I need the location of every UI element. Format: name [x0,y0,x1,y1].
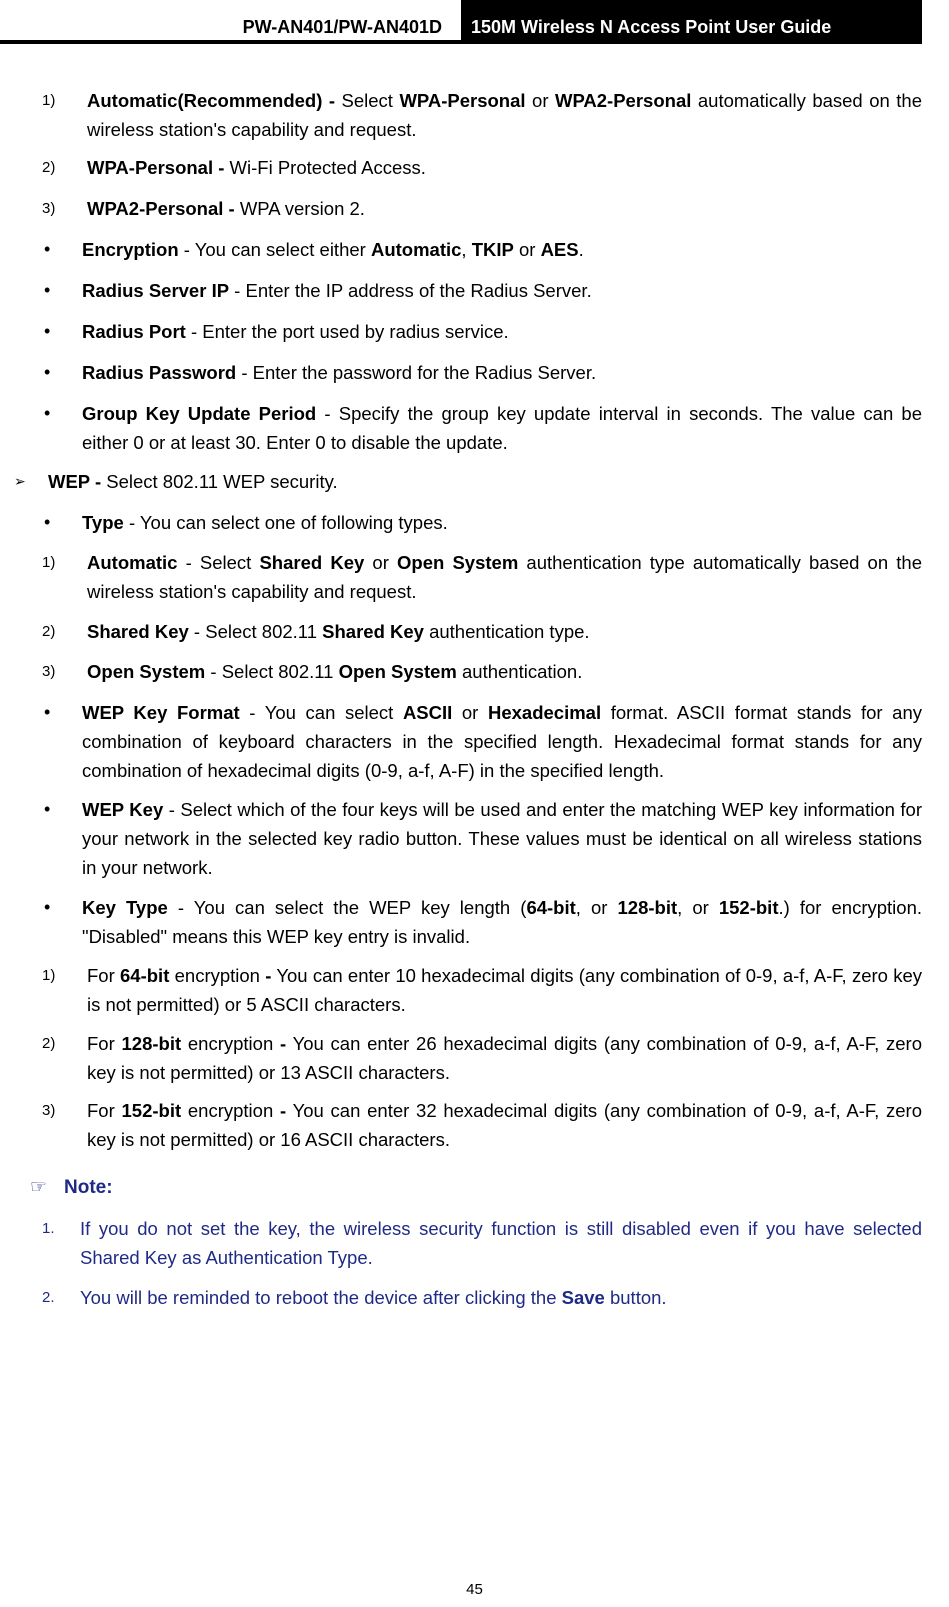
bullet-icon: • [44,702,51,722]
text-run: . [578,239,584,260]
bold-term: TKIP [471,239,514,260]
bold-term: Hexadecimal [487,702,602,723]
bold-term: WPA-Personal [399,90,526,111]
bullet-icon: • [44,799,51,819]
note-heading [30,1173,113,1202]
text-run: .) for encryption. "Disabled" means this WEP key entry is invalid. [82,897,923,947]
list-item [82,358,922,387]
text-run: , [461,239,472,260]
text-run: For [87,1033,122,1054]
bold-term: Open System [397,552,519,573]
list-item [87,1029,922,1087]
text-run: You can enter 26 hexadecimal digits (any combination of 0-9, a-f, A-F, zero key is not permitted) or 13 ASCII characters. [87,1033,923,1083]
text-run: encryption [181,1033,280,1054]
list-item [82,698,922,785]
text-run: format. ASCII format stands for any combination of keyboard characters in the specified length. Hexadecimal format stands for any combination of hexadecimal digits (0-9, a-f, A-F) in the specified length. [82,702,922,781]
bold-term: 64-bit [526,897,576,918]
text-run: You can enter 10 hexadecimal digits (any combination of 0-9, a-f, A-F, zero key is not permitted) or 5 ASCII characters. [87,965,922,1015]
arrow-bullet-icon: ➢ [14,473,26,489]
bold-term: 152-bit [718,897,779,918]
text-run: If you do not set the key, the wireless security function is still disabled even if you have selected Shared Key as Authentication Type. [80,1218,922,1268]
list-number: 2. [42,1289,55,1306]
list-item [87,194,922,223]
list-item [82,399,922,457]
bold-term: AES [540,239,579,260]
page-number: 45 [466,1581,483,1598]
list-item [80,1214,922,1272]
bold-term: Radius Password [82,362,237,383]
bullet-icon: • [44,512,51,532]
text-run: Wi-Fi Protected Access. [229,157,426,178]
list-number: 1) [42,554,56,571]
text-run: , or [575,897,618,918]
bold-term: WEP Key [82,799,164,820]
text-run: - You can select the WEP key length ( [167,897,527,918]
page-header [0,0,922,44]
bullet-icon: • [44,403,51,423]
text-run: WPA version 2. [239,198,365,219]
list-item [87,548,922,606]
list-number: 1) [42,967,56,984]
text-run: encryption [181,1100,280,1121]
bold-term: 152-bit [121,1100,182,1121]
list-item [87,617,922,646]
text-run: - Enter the password for the Radius Server. [236,362,597,383]
bold-term: Type [82,512,124,533]
bold-term: Shared Key [87,621,189,642]
bold-term: Automatic [87,552,178,573]
bold-term: Automatic [370,239,462,260]
list-number: 2) [42,159,56,176]
text-run: Select [341,90,400,111]
bold-term: - [280,1033,287,1054]
text-run: authentication. [456,661,583,682]
list-item [82,795,922,882]
bold-term: Open System [338,661,457,682]
bold-term: 128-bit [617,897,678,918]
bullet-icon: • [44,897,51,917]
bullet-icon: • [44,362,51,382]
bold-term: Radius Server IP [82,280,230,301]
bold-term: Key Type [82,897,168,918]
note-title: Note: [64,1177,113,1198]
text-run: - Select 802.11 [205,661,339,682]
list-number: 3) [42,1102,56,1119]
list-number: 1. [42,1220,55,1237]
text-run: - You can select either [178,239,371,260]
bold-term: ASCII [402,702,453,723]
bold-term: Shared Key [322,621,424,642]
list-item [87,153,922,182]
header-guide-title: 150M Wireless N Access Point User Guide [461,0,922,44]
text-run: automatically based on the wireless station's capability and request. [87,90,922,140]
text-run: - Specify the group key update interval in seconds. The value can be either 0 or at least 30. Enter 0 to disable the update. [82,403,923,453]
list-item [87,657,922,686]
text-run: or [525,90,555,111]
bold-term: Automatic(Recommended) - [87,90,342,111]
bold-term: - [280,1100,287,1121]
text-run: - Select 802.11 [188,621,323,642]
list-number: 1) [42,92,56,109]
text-run: or [452,702,488,723]
text-run: button. [604,1287,667,1308]
list-item [87,961,922,1019]
text-run: or [513,239,541,260]
list-number: 3) [42,663,56,680]
text-run: encryption [169,965,266,986]
bold-term: Shared Key [259,552,365,573]
text-run: , or [677,897,719,918]
bold-term: WEP - [48,471,107,492]
bold-term: Encryption [82,239,179,260]
text-run: or [364,552,398,573]
bold-term: WPA2-Personal - [87,198,240,219]
bold-term: Open System [87,661,206,682]
text-run: For [87,1100,122,1121]
list-item [87,1096,922,1154]
bold-term: Save [561,1287,605,1308]
bullet-icon: • [44,239,51,259]
text-run: You will be reminded to reboot the device after clicking the [80,1287,562,1308]
bold-term: 128-bit [121,1033,182,1054]
bold-term: - [265,965,272,986]
bullet-icon: • [44,321,51,341]
text-run: - Select [177,552,260,573]
bullet-icon: • [44,280,51,300]
list-item [87,86,922,144]
bold-term: Group Key Update Period [82,403,317,424]
list-item [82,893,922,951]
bold-term: 64-bit [120,965,170,986]
bold-term: Radius Port [82,321,186,342]
text-run: You can enter 32 hexadecimal digits (any combination of 0-9, a-f, A-F, zero key is not permitted) or 16 ASCII characters. [87,1100,923,1150]
text-run: - Enter the port used by radius service. [185,321,509,342]
list-number: 2) [42,623,56,640]
bold-term: WEP Key Format [82,702,240,723]
text-run: authentication type automatically based on the wireless station's capability and request. [87,552,922,602]
text-run: - Select which of the four keys will be used and enter the matching WEP key information for your network in the selected key radio button. These values must be identical on all wireless stations in your network. [82,799,923,878]
list-number: 3) [42,200,56,217]
text-run: Select 802.11 WEP security. [106,471,338,492]
list-item [82,235,922,264]
text-run: authentication type. [423,621,590,642]
bold-term: WPA2-Personal [554,90,692,111]
text-run: For [87,965,121,986]
text-run: - Enter the IP address of the Radius Server. [229,280,592,301]
text-run: - You can select one of following types. [123,512,448,533]
pointing-hand-icon: ☞ [30,1177,48,1198]
text-run: - You can select [239,702,403,723]
bold-term: WPA-Personal - [87,157,230,178]
list-item [82,317,922,346]
list-item [80,1283,922,1312]
list-number: 2) [42,1035,56,1052]
list-item [82,276,922,305]
list-item [82,508,922,537]
header-model: PW-AN401/PW-AN401D [242,17,442,37]
list-item [48,467,922,496]
